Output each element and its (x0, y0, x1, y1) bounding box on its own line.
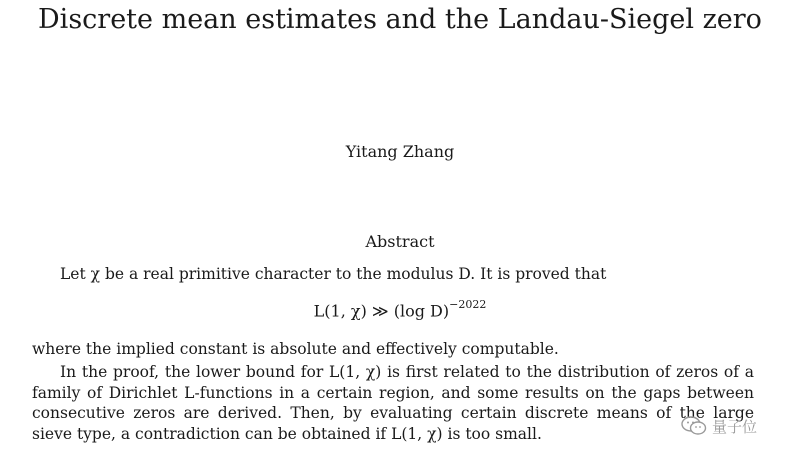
formula-exponent: −2022 (449, 298, 487, 311)
watermark (680, 415, 757, 437)
abstract-heading: Abstract (365, 232, 435, 251)
formula-main: L(1, χ) ≫ (log D) (313, 301, 450, 321)
abstract-line-2: where the implied constant is absolute and effectively computable. (32, 340, 559, 358)
paper-author: Yitang Zhang (345, 142, 455, 161)
abstract-paragraph-2 (32, 362, 754, 444)
wechat-logo-icon (680, 415, 708, 437)
display-formula (0, 300, 800, 320)
abstract-line-1: Let χ be a real primitive character to the modulus D. It is proved that (60, 265, 607, 283)
paper-title: Discrete mean estimates and the Landau-Siegel zero (38, 4, 762, 35)
watermark-text: 量子位 (712, 417, 758, 436)
abstract-paragraph-2-text: In the proof, the lower bound for L(1, χ) is first related to the distribution of zeros of a family of Dirichlet L-functions in a certain region, and some results on the gaps between consecutive zeros are derived. Then, by evaluating certain discrete means of the large sieve type, a contradiction can be obtained if L(1, χ) is too small. (32, 363, 754, 443)
